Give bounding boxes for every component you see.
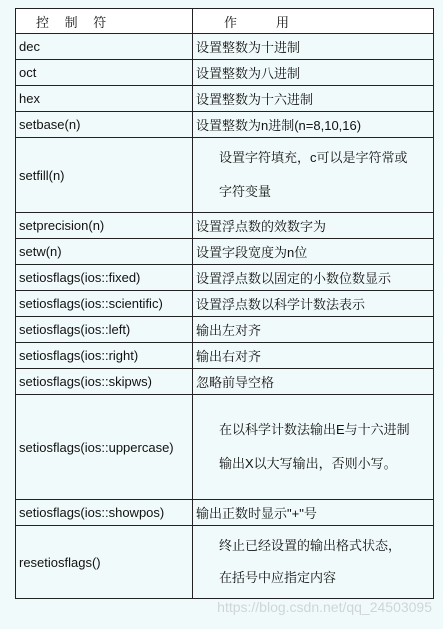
- table-row: [16, 343, 434, 369]
- description-line: 在括号中应指定内容: [219, 570, 337, 585]
- description-line: 终止已经设置的输出格式状态，: [219, 538, 402, 553]
- description-cell: 设置整数为十六进制: [193, 86, 434, 112]
- control-cell: setprecision(n): [16, 213, 193, 239]
- description-cell: 输出左对齐: [193, 317, 434, 343]
- control-cell: setiosflags(ios::scientific): [16, 291, 193, 317]
- description-cell: 设置整数为八进制: [193, 60, 434, 86]
- control-cell: setbase(n): [16, 112, 193, 138]
- description-cell: [193, 138, 434, 213]
- control-cell: setiosflags(ios::fixed): [16, 265, 193, 291]
- description-cell: 输出正数时显示"+"号: [193, 500, 434, 526]
- description-cell: 设置浮点数以固定的小数位数显示: [193, 265, 434, 291]
- control-cell: setiosflags(ios::skipws): [16, 369, 193, 395]
- description-cell: [193, 526, 434, 599]
- table-row: [16, 291, 434, 317]
- description-line: 输出X以大写输出，否则小写。: [219, 456, 397, 471]
- header-control-symbol: 控 制 符: [16, 9, 193, 34]
- description-cell: 设置浮点数以科学计数法表示: [193, 291, 434, 317]
- control-cell: setiosflags(ios::uppercase): [16, 395, 193, 500]
- description-cell: 设置整数为n进制(n=8,10,16): [193, 112, 434, 138]
- description-cell: [193, 395, 434, 500]
- table-row: [16, 395, 434, 500]
- watermark-text: https://blog.csdn.net/qq_24503095: [217, 599, 432, 615]
- description-cell: 输出右对齐: [193, 343, 434, 369]
- control-cell: setfill(n): [16, 138, 193, 213]
- table-row: [16, 369, 434, 395]
- control-cell: setw(n): [16, 239, 193, 265]
- control-cell: setiosflags(ios::showpos): [16, 500, 193, 526]
- table-row: [16, 265, 434, 291]
- control-cell: resetiosflags(): [16, 526, 193, 599]
- control-cell: oct: [16, 60, 193, 86]
- description-cell: 设置字段宽度为n位: [193, 239, 434, 265]
- table-row: [16, 500, 434, 526]
- description-line: 字符变量: [219, 184, 272, 199]
- table-row: [16, 86, 434, 112]
- table-header-row: [16, 9, 434, 34]
- header-function: 作 用: [193, 9, 434, 34]
- description-cell: 设置整数为十进制: [193, 34, 434, 60]
- control-cell: setiosflags(ios::left): [16, 317, 193, 343]
- control-cell: setiosflags(ios::right): [16, 343, 193, 369]
- io-manipulator-table: [15, 8, 434, 599]
- table-row: [16, 34, 434, 60]
- table-row: [16, 213, 434, 239]
- description-line: 在以科学计数法输出E与十六进制: [219, 422, 410, 437]
- description-line: 设置字符填充，c可以是字符常或: [219, 150, 408, 165]
- table-row: [16, 239, 434, 265]
- description-cell: 设置浮点数的效数字为: [193, 213, 434, 239]
- table-row: [16, 317, 434, 343]
- table-row: [16, 526, 434, 599]
- control-cell: dec: [16, 34, 193, 60]
- description-cell: 忽略前导空格: [193, 369, 434, 395]
- table-row: [16, 138, 434, 213]
- table-row: [16, 112, 434, 138]
- control-cell: hex: [16, 86, 193, 112]
- table-row: [16, 60, 434, 86]
